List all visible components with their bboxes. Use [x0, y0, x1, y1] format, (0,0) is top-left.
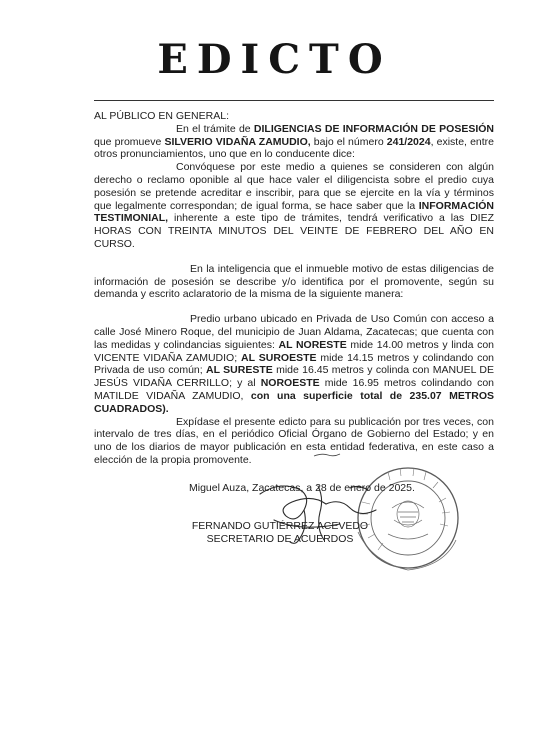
paragraph-property-description: Predio urbano ubicado en Privada de Uso Común con acceso a calle José Minero Roque, del municipio de Juan Aldama, Zacatecas; que cuenta con las medidas y colindancias siguientes: AL NORESTE mide 14.00 metros y linda con VICENTE VIDAÑA ZAMUDIO; AL SUROESTE mide 14.15 metros y colindando con Privada de uso común; AL SURESTE mide 16.45 metros y colinda con MANUEL DE JESÚS VIDAÑA CERRILLO; y al NOROESTE mide 16.95 metros colindando con MATILDE VIDAÑA ZAMUDIO, con una superficie total de 235.07 METROS CUADRADOS). [94, 313, 494, 415]
paragraph-property-intro: En la inteligencia que el inmueble motivo de estas diligencias de información de posesión se describe y/o identifica por el promovente, según su demanda y escrito aclaratorio de la misma de la siguiente manera: [94, 262, 494, 301]
signer-title: SECRETARIO DE ACUERDOS [206, 533, 354, 545]
title-divider [94, 100, 494, 101]
salutation: AL PÚBLICO EN GENERAL: [94, 110, 229, 122]
document-title: EDICTO [157, 36, 392, 83]
signer-name: FERNANDO GUTIÉRREZ ACEVEDO [191, 520, 369, 532]
edict-body [94, 110, 494, 467]
paragraph-proceeding: En el trámite de DILIGENCIAS DE INFORMACIÓN DE POSESIÓN que promueve SILVERIO VIDAÑA ZAMUDIO, bajo el número 241/2024, existe, entre otros pronunciamientos, uno que en lo conducente dice: [94, 122, 495, 161]
place-and-date: Miguel Auza, Zacatecas, a 28 de enero de 2025. [189, 482, 415, 494]
paragraph-publication: Expídase el presente edicto para su publicación por tres veces, con intervalo de tres días, en el periódico Oficial Órgano de Gobierno del Estado; y en uno de los diarios de mayor publicación en esta entidad federativa, en este caso a elección de la propia promovente. [94, 415, 494, 466]
pen-mark [312, 450, 342, 460]
paragraph-summons: Convóquese por este medio a quienes se consideren con algún derecho o reclamo oponible al que hace valer el diligencista sobre el predio cuya posesión se pretende acreditar e inscribir, para que se ejercite en la vía y términos que legalmente correspondan; de igual forma, se hace saber que la INFORMACIÓN TESTIMONIAL, inherente a este tipo de trámites, tendrá verificativo a las DIEZ HORAS CON TREINTA MINUTOS DEL VEINTE DE FEBRERO DEL AÑO EN CURSO. [94, 161, 494, 250]
